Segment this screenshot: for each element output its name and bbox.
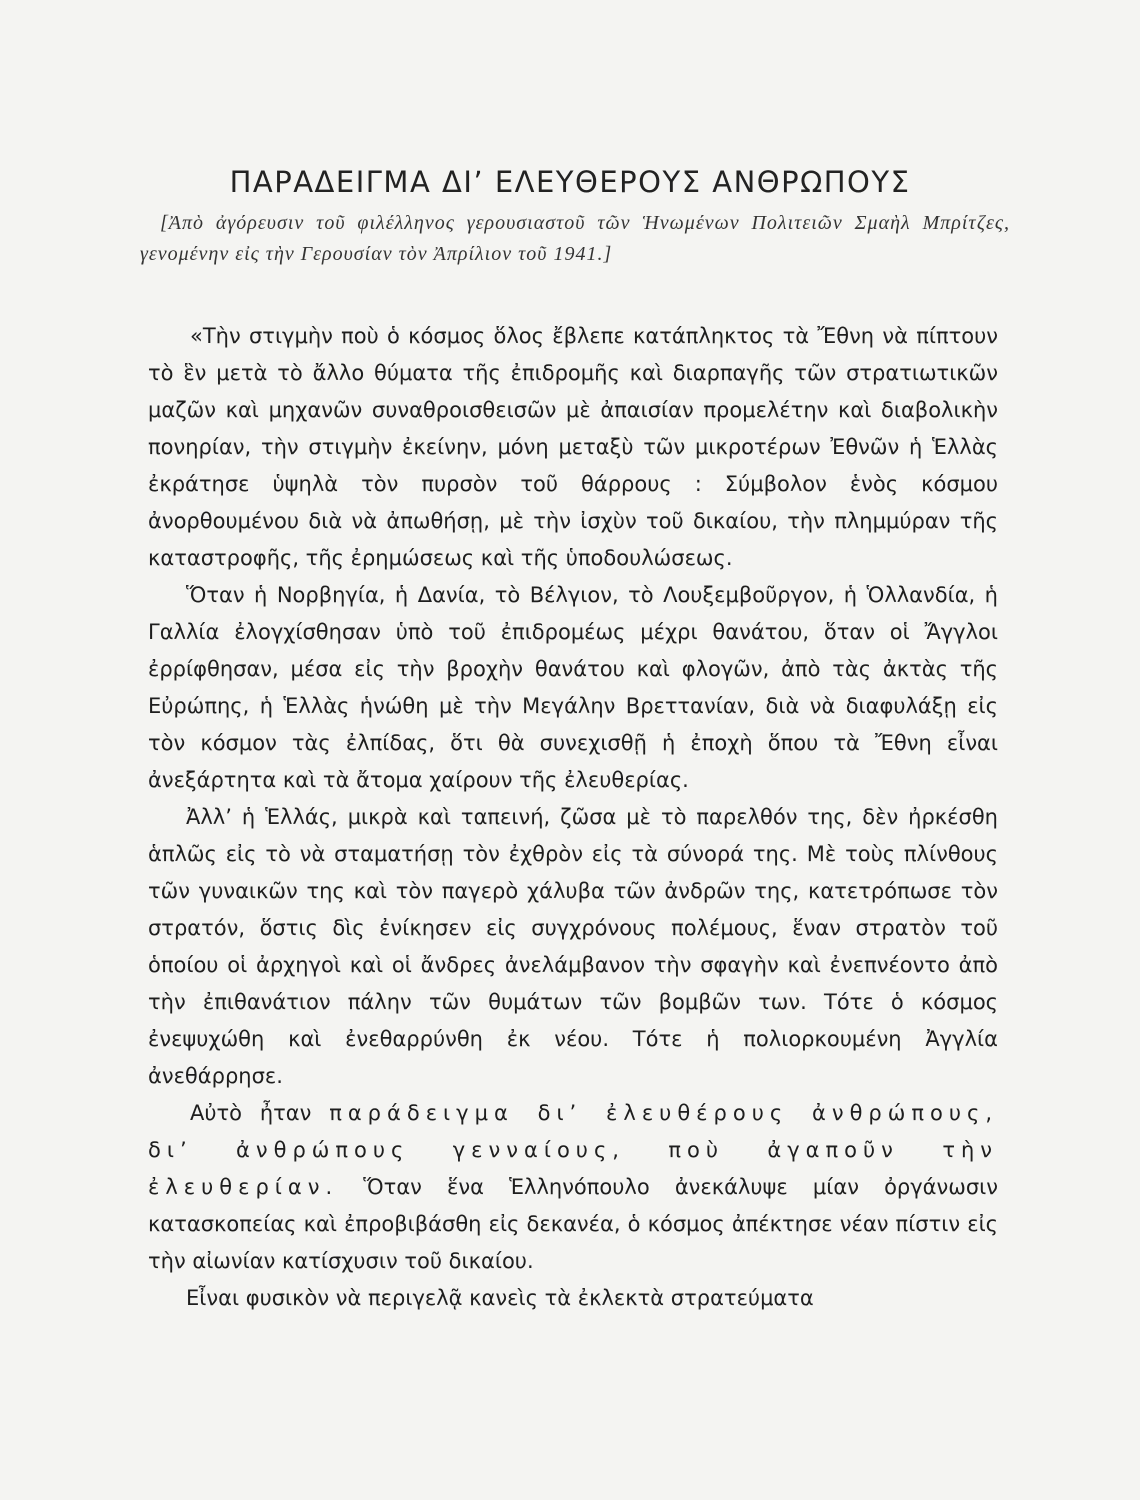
page-title: ΠΑΡΑΔΕΙΓΜΑ ΔΙ’ ΕΛΕΥΘΕΡΟΥΣ ΑΝΘΡΩΠΟΥΣ	[229, 165, 911, 200]
paragraph-4-rest: Ὅταν ἕνα Ἑλληνόπουλο ἀνεκάλυψε μίαν ὀργάνωσιν κατασκοπείας καὶ ἐπροβιβάσθη εἰς δεκανέα, ὁ κόσμος ἀπέκτησε νέαν πίστιν εἰς τὴν αἰωνίαν κατίσχυσιν τοῦ δικαίου.	[148, 1175, 998, 1273]
paragraph-4	[148, 1095, 998, 1280]
paragraph-3: Ἀλλ’ ἡ Ἑλλάς, μικρὰ καὶ ταπεινή, ζῶσα μὲ τὸ παρελθόν της, δὲν ἠρκέσθη ἁπλῶς εἰς τὸ νὰ σταματήσῃ τὸν ἐχθρὸν εἰς τὰ σύνορά της. Μὲ τοὺς πλίνθους τῶν γυναικῶν της καὶ τὸν παγερὸ χάλυβα τῶν ἀνδρῶν της, κατετρόπωσε τὸν στρατόν, ὅστις δὶς ἐνίκησεν εἰς συγχρόνους πολέμους, ἕναν στρατὸν τοῦ ὁποίου οἱ ἀρχηγοὶ καὶ οἱ ἄνδρες ἀνελάμβανον τὴν σφαγὴν καὶ ἐνεπνέοντο ἀπὸ τὴν ἐπιθανάτιον πάλην τῶν θυμάτων τῶν βομβῶν των. Τότε ὁ κόσμος ἐνεψυχώθη καὶ ἐνεθαρρύνθη ἐκ νέου. Τότε ἡ πολιορκουμένη Ἀγγλία ἀνεθάρρησε.	[148, 805, 998, 1088]
body-text	[148, 318, 998, 1317]
paragraph-1: «Τὴν στιγμὴν ποὺ ὁ κόσμος ὅλος ἔβλεπε κατάπληκτος τὰ Ἔθνη νὰ πίπτουν τὸ ἓν μετὰ τὸ ἄλλο θύματα τῆς ἐπιδρομῆς καὶ διαρπαγῆς τῶν στρατιωτικῶν μαζῶν καὶ μηχανῶν συναθροισθεισῶν μὲ ἀπαισίαν προμελέτην καὶ διαβολικὴν πονηρίαν, τὴν στιγμὴν ἐκείνην, μόνη μεταξὺ τῶν μικροτέρων Ἐθνῶν ἡ Ἑλλὰς ἐκράτησε ὑψηλὰ τὸν πυρσὸν τοῦ θάρρους : Σύμβολον ἑνὸς κόσμου ἀνορθουμένου διὰ νὰ ἀπωθήσῃ, μὲ τὴν ἰσχὺν τοῦ δικαίου, τὴν πλημμύραν τῆς καταστροφῆς, τῆς ἐρημώσεως καὶ τῆς ὑποδουλώσεως.	[148, 324, 998, 570]
paragraph-4-emphasis: παράδειγμα δι’ ἐλευθέρους ἀνθρώπους, δι’ ἀνθρώπους γενναίους, ποὺ ἀγαποῦν τὴν ἐλευθερίαν.	[148, 1101, 998, 1199]
paragraph-2: Ὅταν ἡ Νορβηγία, ἡ Δανία, τὸ Βέλγιον, τὸ Λουξεμβοῦργον, ἡ Ὁλλανδία, ἡ Γαλλία ἐλογχίσθησαν ὑπὸ τοῦ ἐπιδρομέως μέχρι θανάτου, ὅταν οἱ Ἄγγλοι ἐρρίφθησαν, μέσα εἰς τὴν βροχὴν θανάτου καὶ φλογῶν, ἀπὸ τὰς ἀκτὰς τῆς Εὐρώπης, ἡ Ἑλλὰς ἡνώθη μὲ τὴν Μεγάλην Βρεττανίαν, διὰ νὰ διαφυλάξῃ εἰς τὸν κόσμον τὰς ἐλπίδας, ὅτι θὰ συνεχισθῇ ἡ ἐποχὴ ὅπου τὰ Ἔθνη εἶναι ἀνεξάρτητα καὶ τὰ ἄτομα χαίρουν τῆς ἐλευθερίας.	[148, 583, 998, 792]
paragraph-5: Εἶναι φυσικὸν νὰ περιγελᾷ κανεὶς τὰ ἐκλεκτὰ στρατεύματα	[186, 1286, 814, 1310]
paragraph-4-intro: Αὐτὸ ἦταν	[190, 1101, 330, 1125]
source-note: [Ἀπὸ ἀγόρευσιν τοῦ φιλέλληνος γερουσιαστοῦ τῶν Ἡνωμένων Πολιτειῶν Σμαὴλ Μπρίτζες, γενομένην εἰς τὴν Γερουσίαν τὸν Ἀπρίλιον τοῦ 1941.]	[140, 212, 1010, 265]
